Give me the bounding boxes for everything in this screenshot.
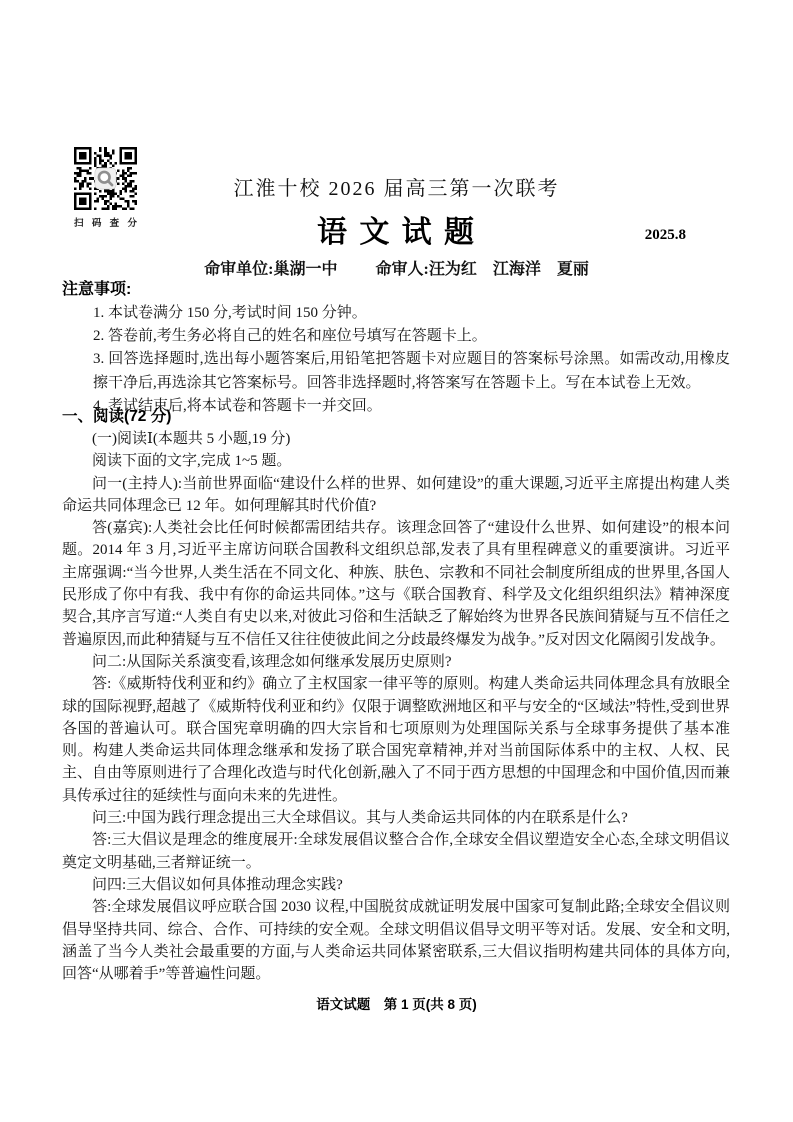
dialog-paragraph-a1: 答(嘉宾):人类社会比任何时候都需团结共存。该理念回答了“建设什么世界、如何建设”的根本问题。2014 年 3 月,习近平主席访问联合国教科文组织总部,发表了具有里程碑意义的重要演讲。习近平主席强调:“当今世界,人类生活在不同文化、种族、肤色、宗教和不同社会制度所组成的世界里,各国人民形成了你中有我、我中有你的命运共同体。”这与《联合国教育、科学及文化组织组织法》精神深度契合,其序言写道:“人类自有史以来,对彼此习俗和生活缺乏了解始终为世界各民族间猜疑与互不信任之普遍原因,而此种猜疑与互不信任又往往使彼此间之分歧最终爆发为战争。”反对因文化隔阂引发战争。: [62, 520, 730, 648]
reviewers-label: 命审人:汪为红 江海洋 夏丽: [375, 261, 589, 278]
school-line: 江淮十校 2026 届高三第一次联考: [233, 178, 560, 200]
page-title: 语 文 试 题: [316, 216, 476, 249]
notice-section: [62, 278, 730, 418]
dialog-paragraph-q1: 问一(主持人):当前世界面临“建设什么样的世界、如何建设”的重大课题,习近平主席提出构建人类命运共同体理念已 12 年。如何理解其时代价值?: [62, 475, 730, 514]
dialog-paragraph-q3: 问三:中国为践行理念提出三大全球倡议。其与人类命运共同体的内在联系是什么?: [92, 810, 628, 827]
dialog-paragraph-q2: 问二:从国际关系演变看,该理念如何继承发展历史原则?: [92, 653, 452, 670]
notice-item-4: 4. 考试结束后,将本试卷和答题卡一并交回。: [93, 397, 382, 414]
dialog-paragraph-a4: 答:全球发展倡议呼应联合国 2030 议程,中国脱贫成就证明发展中国家可复制此路;全球安全倡议则倡导坚持共同、综合、合作、可持续的安全观。全球文明倡议倡导文明平等对话。发展、安全和文明,涵盖了当今人类社会最重要的方面,与人类命运共同体紧密联系,三大倡议指明构建共同体的具体方向,回答“从哪着手”等普遍性问题。: [62, 899, 730, 983]
section-heading: 一、阅读(72 分): [62, 408, 172, 425]
notice-item-2: 2. 答卷前,考生务必将自己的姓名和座位号填写在答题卡上。: [93, 328, 487, 345]
notice-item-1: 1. 本试卷满分 150 分,考试时间 150 分钟。: [93, 305, 367, 321]
dialog-paragraph-q4: 问四:三大倡议如何具体推动理念实践?: [92, 876, 343, 893]
dialog-paragraph-a3: 答:三大倡议是理念的维度展开:全球发展倡议整合合作,全球安全倡议塑造安全心态,全球文明倡议奠定文明基础,三者辩证统一。: [62, 832, 730, 871]
examiners-line: [0, 256, 793, 279]
exam-date: 2025.8: [644, 227, 686, 243]
setter-unit-label: 命审单位:巢湖一中: [204, 261, 338, 278]
reading-section: [62, 405, 730, 985]
reading-instruction: 阅读下面的文字,完成 1~5 题。: [92, 453, 292, 470]
page-footer: 语文试题 第 1 页(共 8 页): [316, 997, 477, 1012]
notice-item-3: 3. 回答选择题时,选出每小题答案后,用铅笔把答题卡对应题目的答案标号涂黑。如需改动,用橡皮擦干净后,再选涂其它答案标号。回答非选择题时,将答案写在答题卡上。写在本试卷上无效。: [93, 351, 730, 391]
dialog-paragraph-a2: 答:《威斯特伐利亚和约》确立了主权国家一律平等的原则。构建人类命运共同体理念具有放眼全球的国际视野,超越了《威斯特伐利亚和约》仅限于调整欧洲地区和平与安全的“区域法”特性,受到世界各国的普遍认可。联合国宪章明确的四大宗旨和七项原则为处理国际关系与全球事务提供了基本准则。构建人类命运共同体理念继承和发扬了联合国宪章精神,并对当前国际体系中的主权、人权、民主、自由等原则进行了合理化改造与时代化创新,融入了不同于西方思想的中国理念和中国价值,因而兼具传承过往的延续性与面向未来的先进性。: [62, 676, 730, 804]
qr-caption: 扫 码 查 分: [74, 218, 137, 229]
part-heading: (一)阅读Ⅰ(本题共 5 小题,19 分): [92, 431, 291, 447]
notice-heading: 注意事项:: [62, 281, 132, 298]
